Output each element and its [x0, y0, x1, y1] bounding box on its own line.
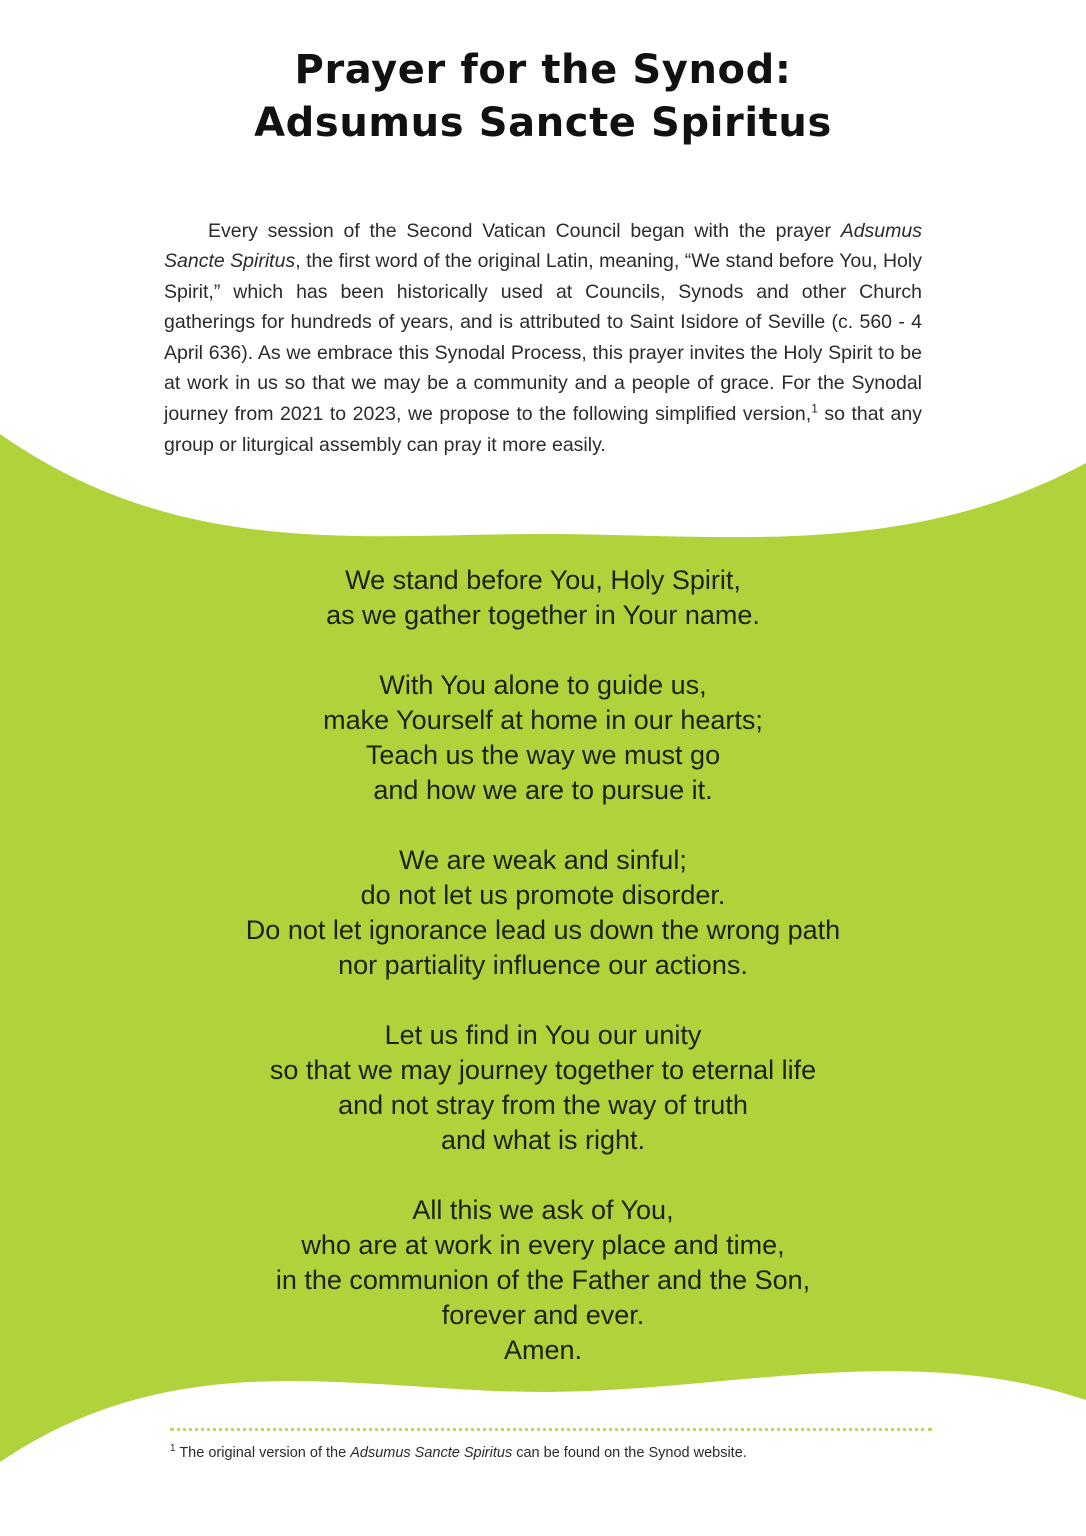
prayer-line: Teach us the way we must go — [365, 740, 721, 770]
prayer-stanza — [0, 1018, 1086, 1158]
prayer-stanza — [0, 843, 1086, 983]
prayer-line: Let us find in You our unity — [384, 1020, 702, 1050]
prayer-line: All this we ask of You, — [412, 1195, 674, 1225]
prayer-line: and what is right. — [440, 1125, 646, 1155]
prayer-line: so that we may journey together to eternal life — [269, 1055, 817, 1085]
prayer-line: and not stray from the way of truth — [338, 1090, 748, 1120]
footnote-italic-title: Adsumus Sancte Spiritus — [350, 1445, 513, 1461]
intro-text-part-1: Every session of the Second Vatican Council began with the prayer — [208, 219, 841, 242]
intro-paragraph — [164, 216, 922, 461]
footer — [170, 1428, 932, 1463]
footnote-reference-marker[interactable]: 1 — [811, 401, 818, 416]
title-line-1: Prayer for the Synod: — [294, 47, 792, 93]
prayer-line: in the communion of the Father and the Son, — [275, 1265, 811, 1295]
page-title — [0, 44, 1086, 150]
prayer-stanza — [0, 1193, 1086, 1368]
prayer-line: as we gather together in Your name. — [326, 600, 760, 630]
footnote-text-after: can be found on the Synod website. — [512, 1445, 747, 1461]
prayer-line: nor partiality influence our actions. — [338, 950, 748, 980]
prayer-line: and how we are to pursue it. — [373, 775, 713, 805]
footnote-marker: 1 — [170, 1443, 176, 1455]
prayer-line: Do not let ignorance lead us down the wrong path — [245, 915, 841, 945]
title-line-2: Adsumus Sancte Spiritus — [254, 100, 832, 146]
prayer-line: We stand before You, Holy Spirit, — [345, 565, 741, 595]
prayer-stanza — [0, 563, 1086, 633]
intro-text-part-2: , the first word of the original Latin, meaning, “We stand before You, Holy Spirit,” which has been historically used at Councils, Synods and other Church gatherings for hundreds of years, and is attributed to Saint Isidore of Seville (c. 560 - 4 April 636). As we embrace this Synodal Process, this prayer invites the Holy Spirit to be at work in us so that we may be a community and a people of grace. For the Synodal journey from 2021 to 2023, we propose to the following simplified version, — [164, 250, 922, 426]
prayer-line: make Yourself at home in our hearts; — [323, 705, 763, 735]
prayer-line: forever and ever. — [441, 1300, 645, 1330]
prayer-line: who are at work in every place and time, — [301, 1230, 785, 1260]
prayer-body — [0, 563, 1086, 1368]
footnote-divider — [170, 1428, 932, 1431]
prayer-stanza — [0, 668, 1086, 808]
prayer-line: do not let us promote disorder. — [360, 880, 726, 910]
prayer-line: With You alone to guide us, — [379, 670, 707, 700]
intro-italic-title: Adsumus Sancte Spiritus — [164, 219, 922, 273]
footnote-text-before: The original version of the — [175, 1445, 351, 1461]
footnote — [170, 1443, 932, 1463]
intro-text-part-3: so that any group or liturgical assembly can pray it more easily. — [164, 403, 922, 456]
prayer-line: We are weak and sinful; — [399, 845, 687, 875]
prayer-line-amen: Amen. — [503, 1335, 583, 1365]
